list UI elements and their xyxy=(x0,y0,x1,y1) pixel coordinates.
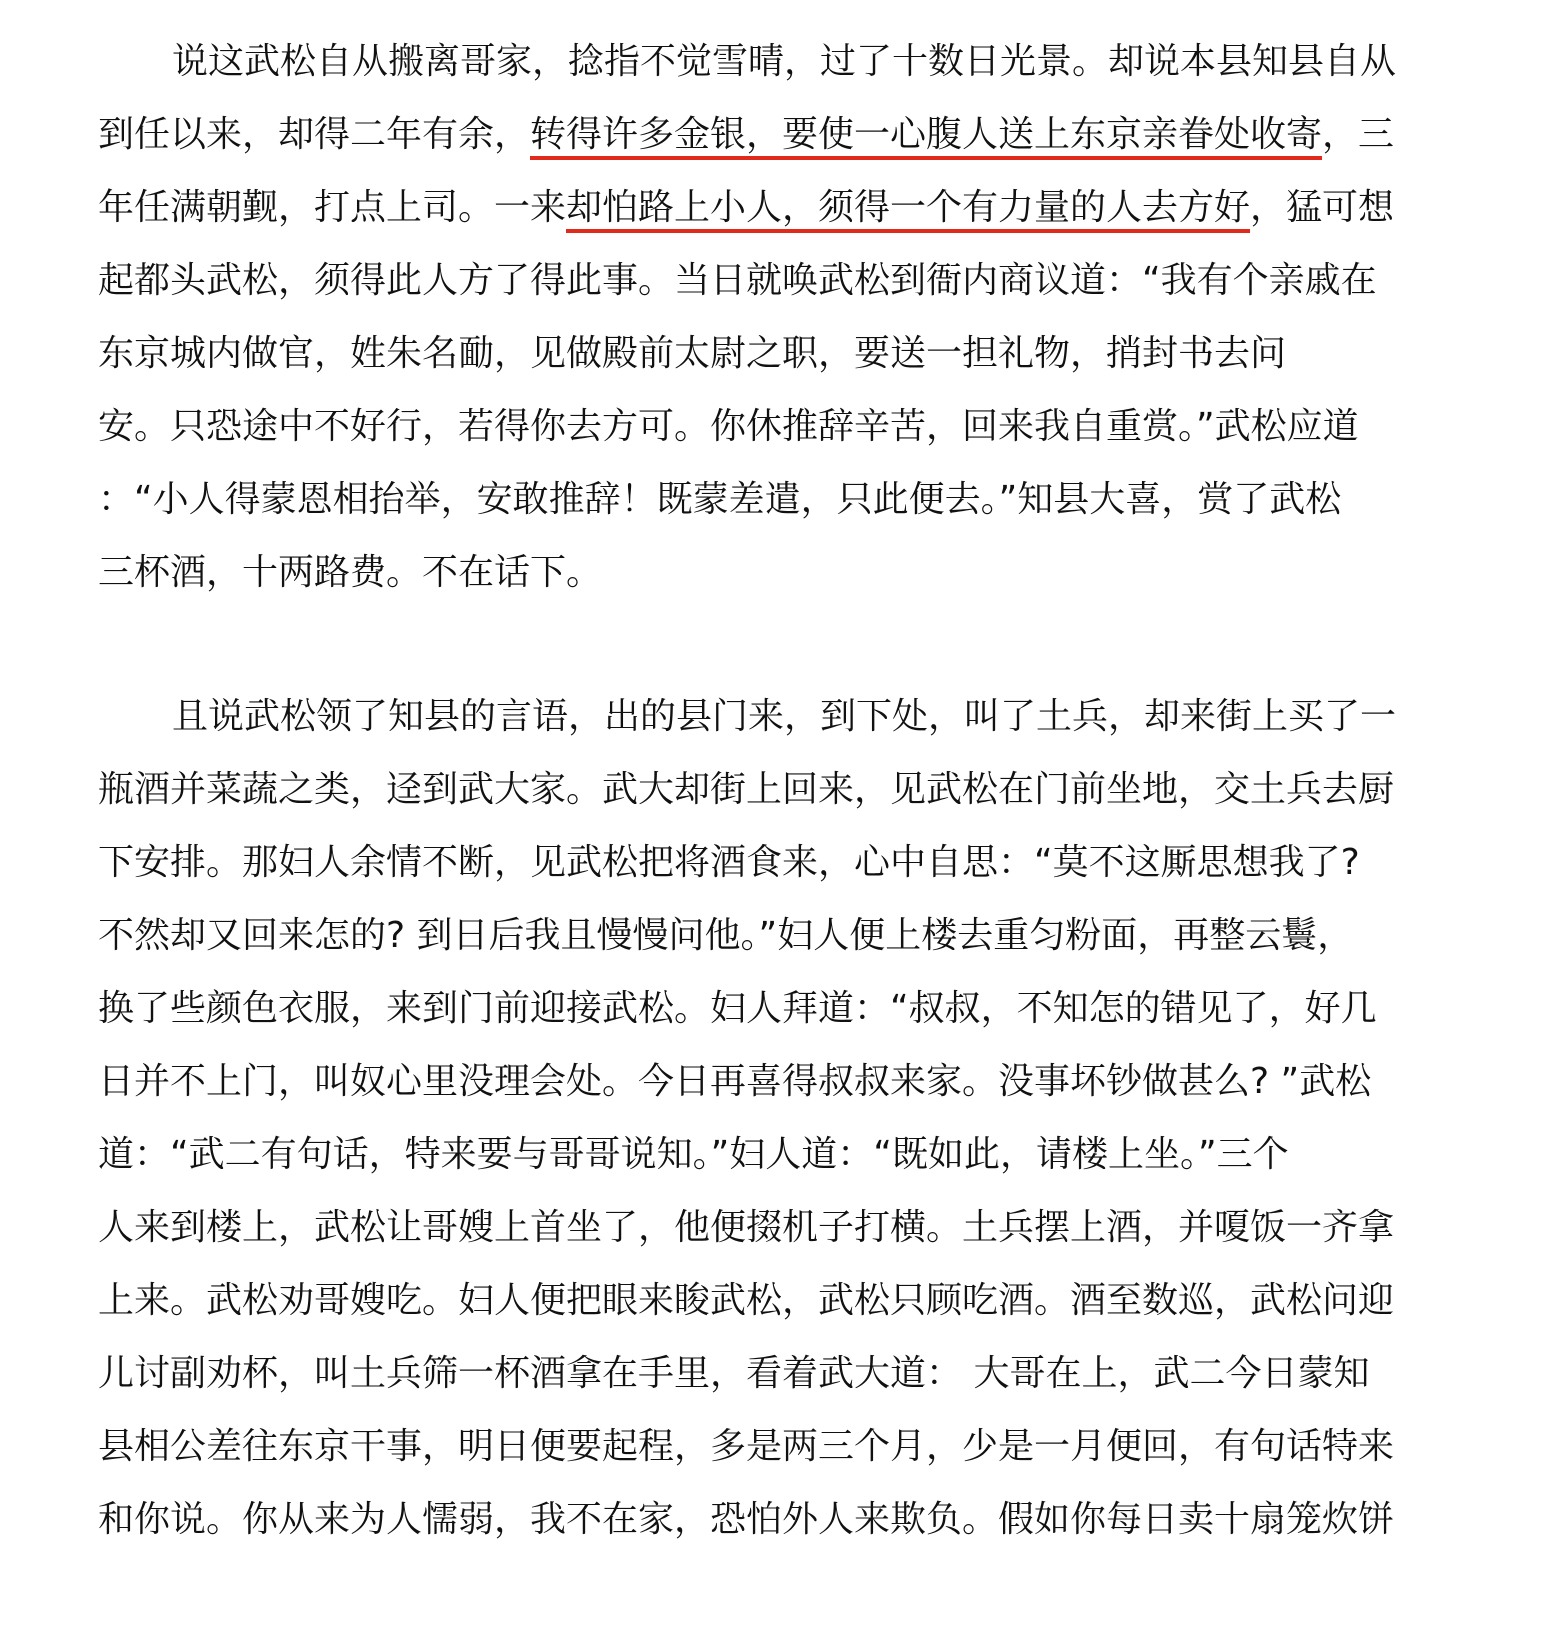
p2-line-6: 日并不上门，叫奴心里没理会处。今日再喜得叔叔来家。没事坏钞做甚么? ”武松 xyxy=(98,1061,1372,1102)
p2-line-2: 瓶酒并菜蔬之类，迳到武大家。武大却街上回来，见武松在门前坐地，交土兵去厨 xyxy=(98,769,1395,810)
p1-line-8: 三杯酒，十两路费。不在话下。 xyxy=(98,552,603,593)
p1-underlined-phrase-2: 却怕路上小人，须得一个有力量的人去方好 xyxy=(566,187,1251,228)
p1-line-3 xyxy=(98,170,1468,246)
p1-line-6: 安。只恐途中不好行，若得你去方可。你休推辞辛苦，回来我自重赏。”武松应道 xyxy=(98,406,1359,447)
p1-line-1: 说这武松自从搬离哥家，捻指不觉雪晴，过了十数日光景。却说本县知县自从 xyxy=(172,41,1397,82)
p2-line-10: 儿讨副劝杯，叫土兵筛一杯酒拿在手里，看着武大道： 大哥在上，武二今日蒙知 xyxy=(98,1353,1370,1394)
p1-line-2-b: ，三 xyxy=(1322,114,1395,155)
p2-line-1: 且说武松领了知县的言语，出的县门来，到下处，叫了土兵，却来街上买了一 xyxy=(172,696,1397,737)
p1-line-2-a: 到任以来，却得二年有余， xyxy=(98,114,531,155)
p1-line-5: 东京城内做官，姓朱名勔，见做殿前太尉之职，要送一担礼物，捎封书去问 xyxy=(98,333,1287,374)
p1-line-3-a: 年任满朝觐，打点上司。一来 xyxy=(98,187,567,228)
p2-line-11: 县相公差往东京干事，明日便要起程，多是两三个月，少是一月便回，有句话特来 xyxy=(98,1426,1395,1467)
p2-line-7: 道：“武二有句话，特来要与哥哥说知。”妇人道：“既如此，请楼上坐。”三个 xyxy=(98,1134,1289,1175)
p2-line-5: 换了些颜色衣服，来到门前迎接武松。妇人拜道：“叔叔，不知怎的错见了，好几 xyxy=(98,988,1377,1029)
p2-line-9: 上来。武松劝哥嫂吃。妇人便把眼来睃武松，武松只顾吃酒。酒至数巡，武松问迎 xyxy=(98,1280,1395,1321)
p1-line-2 xyxy=(98,97,1468,173)
p2-line-4: 不然却又回来怎的? 到日后我且慢慢问他。”妇人便上楼去重匀粉面，再整云鬟， xyxy=(98,915,1354,956)
p2-line-3: 下安排。那妇人余情不断，见武松把将酒食来，心中自思：“莫不这厮思想我了? xyxy=(98,842,1360,883)
p2-line-8: 人来到楼上，武松让哥嫂上首坐了，他便掇机子打横。土兵摆上酒，并嗄饭一齐拿 xyxy=(98,1207,1395,1248)
p1-line-7: ：“小人得蒙恩相抬举，安敢推辞！既蒙差遣，只此便去。”知县大喜，赏了武松 xyxy=(98,479,1342,520)
p2-line-12: 和你说。你从来为人懦弱，我不在家，恐怕外人来欺负。假如你每日卖十扇笼炊饼 xyxy=(98,1499,1395,1540)
p1-line-3-b: ，猛可想 xyxy=(1250,187,1395,228)
p1-underlined-phrase-1: 转得许多金银，要使一心腹人送上东京亲眷处收寄 xyxy=(530,114,1323,155)
p1-line-4: 起都头武松，须得此人方了得此事。当日就唤武松到衙内商议道：“我有个亲戚在 xyxy=(98,260,1377,301)
